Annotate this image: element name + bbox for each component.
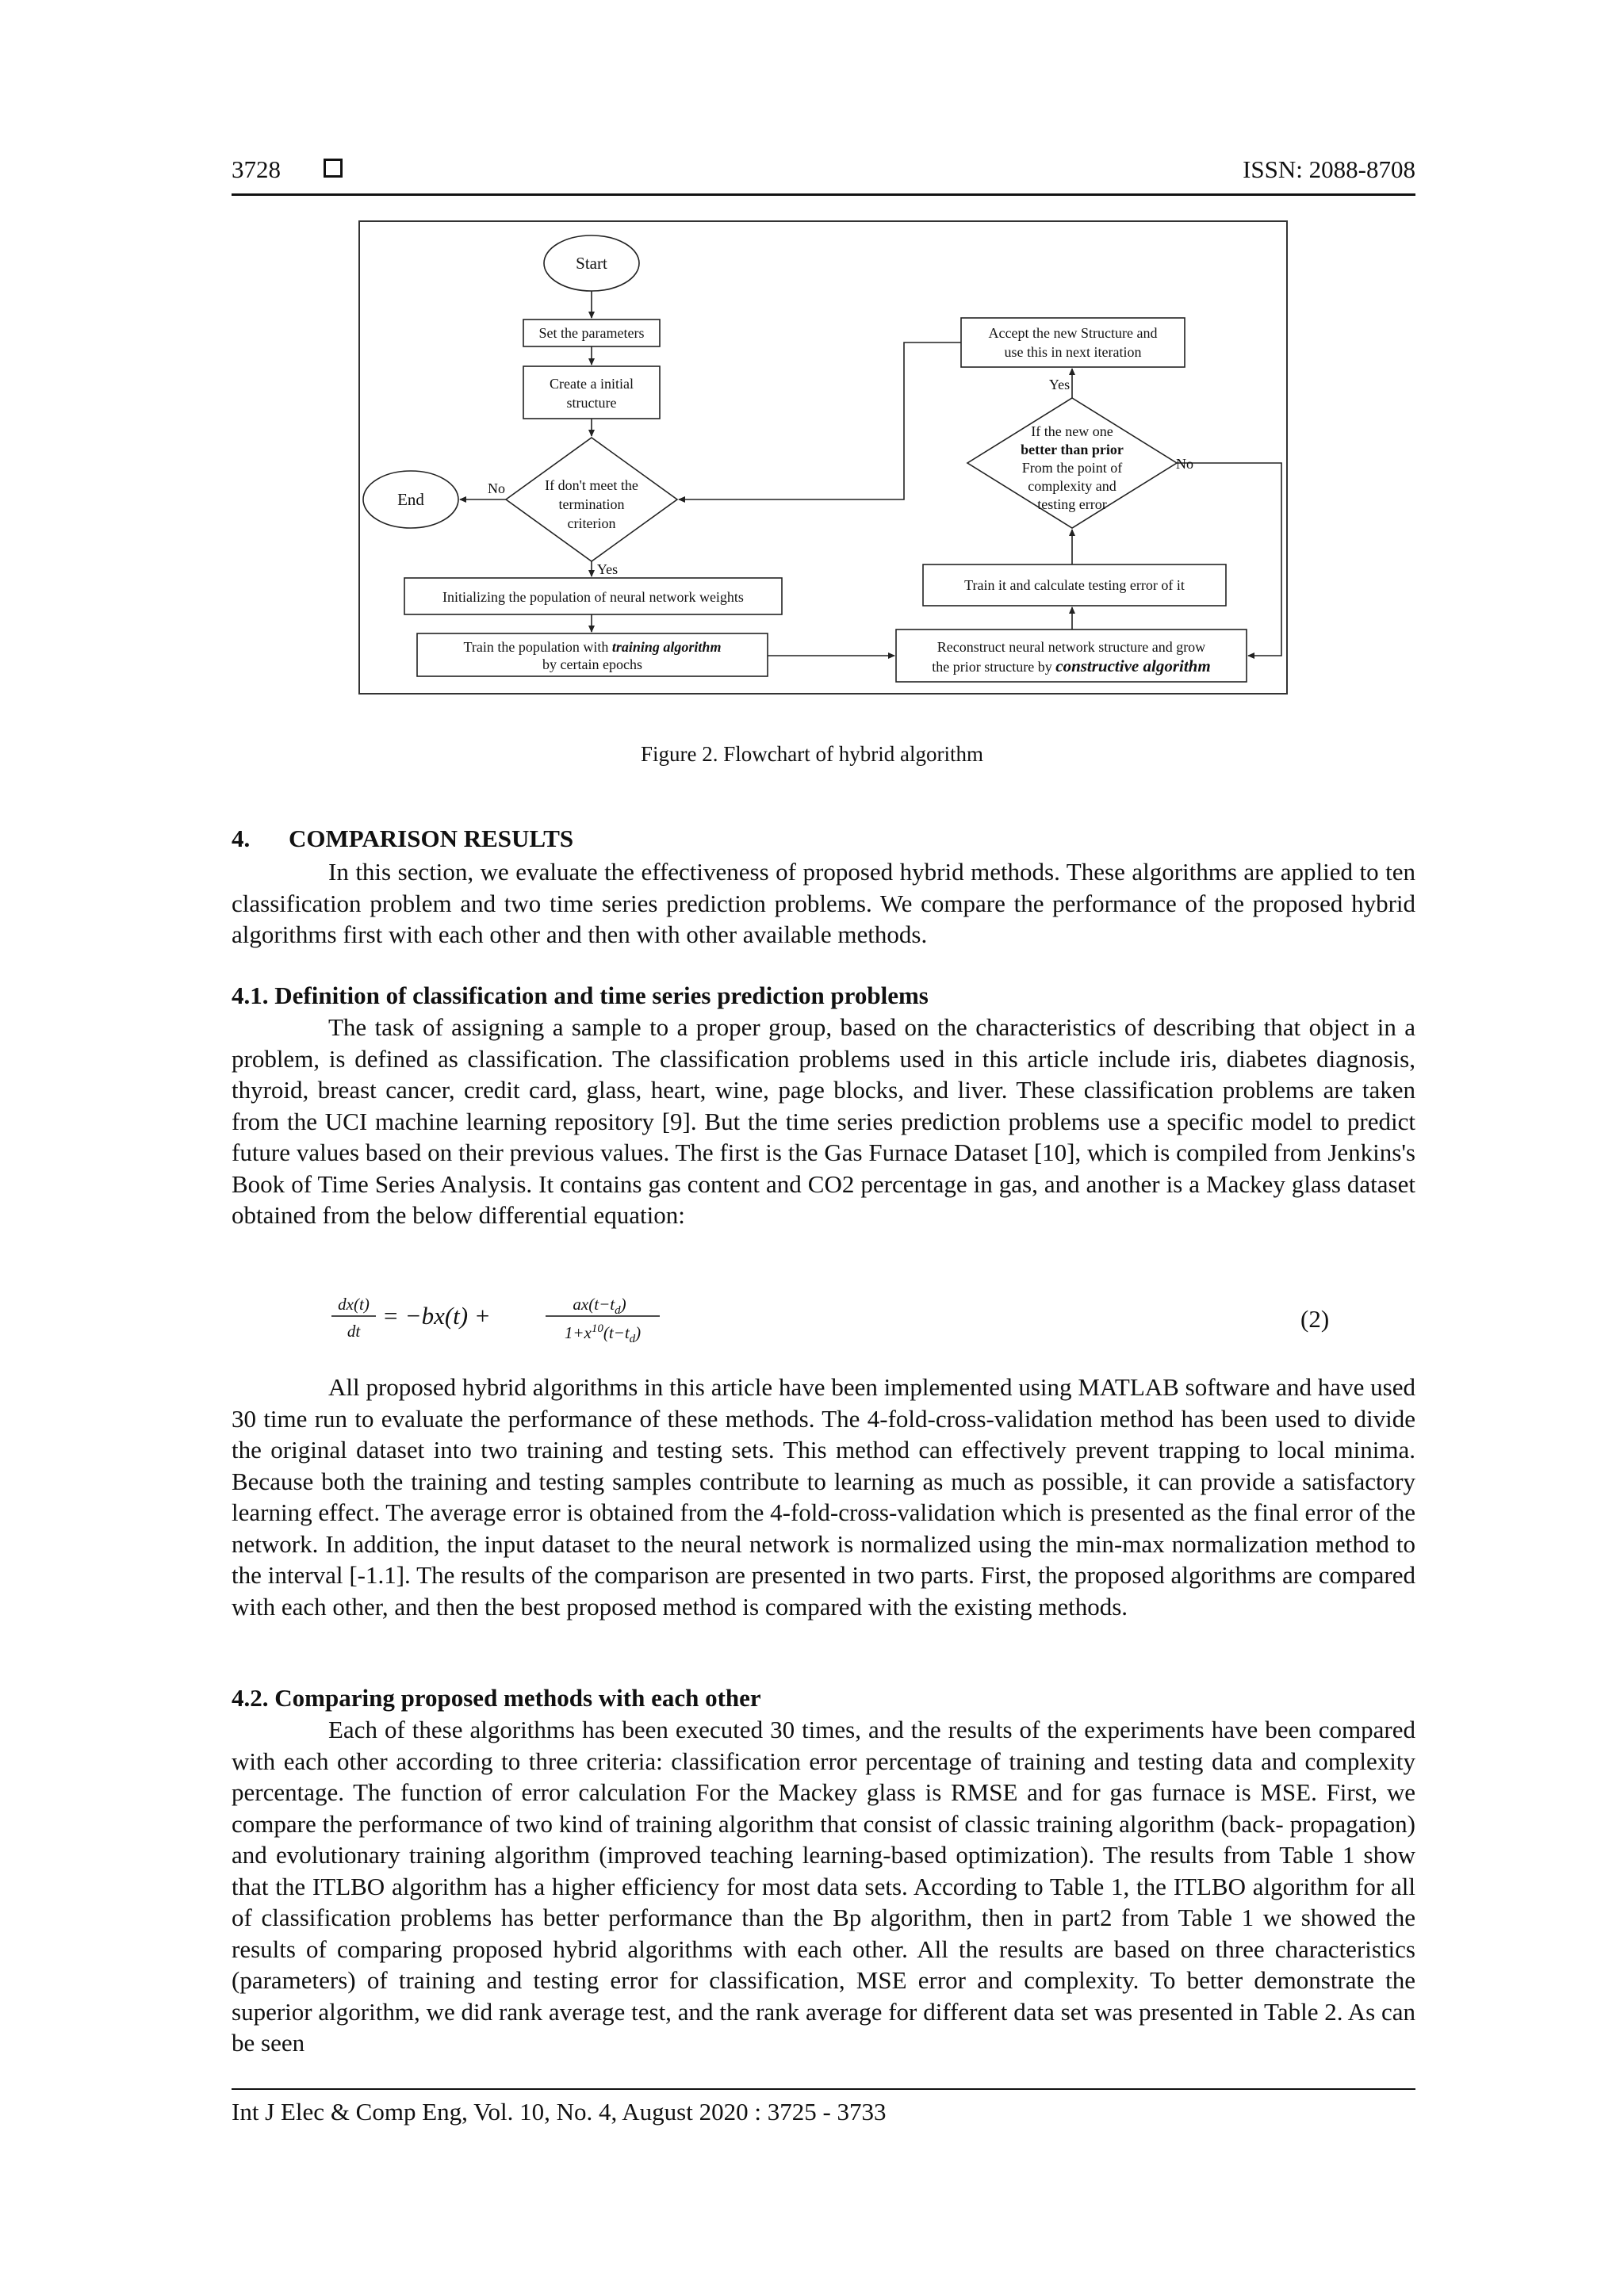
- section41-body: [232, 1012, 1415, 1231]
- eq-rhs-numerator: $ax(t-t_d)$: [573, 1295, 626, 1317]
- subsection-heading: 4.1. Definition of classification and time series prediction problems: [232, 982, 929, 1009]
- reconstruct-label-2: the prior structure by constructive algorithm: [932, 656, 1211, 675]
- figure-frame: [358, 220, 1288, 695]
- accept-label-1: Accept the new Structure and: [988, 325, 1158, 341]
- end-label: End: [397, 490, 424, 509]
- yes-label-2: Yes: [1048, 377, 1071, 392]
- create-structure-box: [523, 366, 660, 419]
- eq-lhs-denominator: dt: [347, 1322, 361, 1341]
- set-parameters-label: Set the parameters: [538, 325, 645, 341]
- eq-middle: = −bx(t) +: [382, 1302, 491, 1330]
- figure-caption: Figure 2. Flowchart of hybrid algorithm: [641, 742, 983, 766]
- subsection-heading: 4.2. Comparing proposed methods with each other: [232, 1684, 761, 1712]
- eq-rhs-denominator: $1+x^{10}(t-t_d)$: [564, 1322, 642, 1345]
- start-label: Start: [576, 254, 607, 273]
- decision1-label-2: termination: [558, 496, 625, 512]
- footer-rule: [232, 2088, 1415, 2090]
- section4-body: [232, 856, 1415, 951]
- equation: [330, 1291, 774, 1357]
- header-rule: [232, 193, 1415, 196]
- flowchart-diagram: [360, 222, 1286, 693]
- train-population-label-2: by certain epochs: [542, 656, 642, 672]
- decision1-label-1: If don't meet the: [545, 477, 638, 493]
- create-structure-label-2: structure: [566, 395, 617, 411]
- no-label-1: No: [488, 480, 505, 496]
- decision2-label-4: complexity and: [1028, 478, 1116, 494]
- reconstruct-label-1: Reconstruct neural network structure and grow: [936, 639, 1206, 655]
- yes-label-1: Yes: [596, 561, 619, 577]
- paragraph: Each of these algorithms has been executed 30 times, and the results of the experiments have been compared with each other according to three criteria: classification error percentage of training and testing data and complexity percentage. The function of error calculation For the Mackey glass is RMSE and for gas furnace is MSE. First, we compare the performance of two kind of training algorithm that consist of classic training algorithm (back- propagation) and evolutionary training algorithm (improved teaching learning-based optimization). The results from Table 1 show that the ITLBO algorithm has a higher efficiency for most data sets. According to Table 1, the ITLBO algorithm for all of classification problems has better performance than the Bp algorithm, then in part2 from Table 1 we showed the results of comparing proposed hybrid algorithms with each other. All the results are based on three characteristics (parameters) of training and testing error for classification, MSE error and complexity. To better demonstrate the superior algorithm, we did rank average test, and the rank average for different data set was presented in Table 2. As can be seen: [232, 1716, 1415, 2057]
- square-box-icon: [324, 159, 343, 178]
- decision2-label-3: From the point of: [1021, 460, 1123, 476]
- section-title: COMPARISON RESULTS: [289, 825, 574, 852]
- section-heading: [232, 825, 573, 853]
- decision2-label-1: If the new one: [1031, 423, 1113, 439]
- journal-issn: ISSN: 2088-8708: [1243, 155, 1415, 183]
- page-number: 3728: [232, 155, 281, 183]
- no-label-2: No: [1176, 456, 1193, 472]
- create-structure-label-1: Create a initial: [550, 376, 634, 392]
- footer-citation: Int J Elec & Comp Eng, Vol. 10, No. 4, August 2020 : 3725 - 3733: [232, 2098, 887, 2126]
- decision1-label-3: criterion: [567, 515, 616, 531]
- train-population-label-1: Train the population with training algorithm: [463, 639, 722, 655]
- decision2-label-2: better than prior: [1021, 442, 1124, 457]
- eq-lhs-numerator: dx(t): [338, 1295, 370, 1314]
- equation-render: [330, 1291, 774, 1354]
- paragraph: In this section, we evaluate the effectiveness of proposed hybrid methods. These algorithms are applied to ten classification problem and two time series prediction problems. We compare the performance of the proposed hybrid algorithms first with each other and then with other available methods.: [232, 858, 1415, 948]
- paragraph: The task of assigning a sample to a proper group, based on the characteristics of describing that object in a problem, is defined as classification. The classification problems used in this article include iris, diabetes diagnosis, thyroid, breast cancer, credit card, glass, heart, wine, page blocks, and liver. These classification problems are taken from the UCI machine learning repository [9]. But the time series prediction problems use a specific model to predict future values based on their previous values. The first is the Gas Furnace Dataset [10], which is compiled from Jenkins's Book of Time Series Analysis. It contains gas content and CO2 percentage in gas, and another is a Mackey glass dataset obtained from the below differential equation:: [232, 1013, 1415, 1229]
- section41-body-2: [232, 1372, 1415, 1622]
- init-population-label: Initializing the population of neural network weights: [442, 589, 744, 605]
- train-test-label: Train it and calculate testing error of it: [964, 577, 1185, 593]
- section42-body: [232, 1714, 1415, 2059]
- accept-label-2: use this in next iteration: [1004, 344, 1142, 360]
- paragraph: All proposed hybrid algorithms in this article have been implemented using MATLAB software and have used 30 time run to evaluate the performance of these methods. The 4-fold-cross-validation method has been used to divide the original dataset into two training and testing sets. This method can effectively prevent trapping to local minima. Because both the training and testing samples contribute to learning as much as possible, it can provide a satisfactory learning effect. The average error is obtained from the 4-fold-cross-validation which is presented as the final error of the network. In addition, the input dataset to the neural network is normalized using the min-max normalization method to the interval [-1.1]. The results of the comparison are presented in two parts. First, the proposed algorithms are compared with each other, and then the best proposed method is compared with the existing methods.: [232, 1373, 1415, 1621]
- equation-number: (2): [1300, 1305, 1330, 1333]
- decision2-label-5: testing error: [1037, 496, 1107, 512]
- section-number: 4.: [232, 825, 251, 852]
